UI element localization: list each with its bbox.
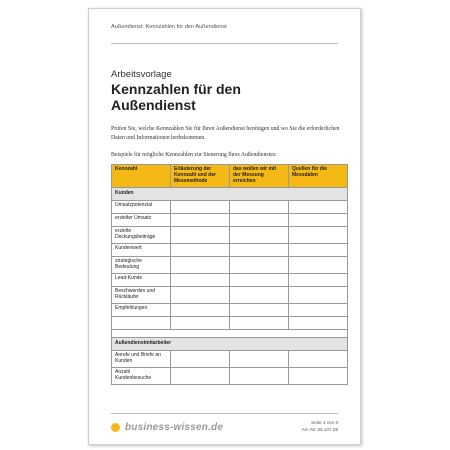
table-row <box>112 244 348 257</box>
table-cell <box>171 274 230 287</box>
page-number: Seite 1 von 3 <box>311 420 338 425</box>
logo-text: business-wissen.de <box>125 422 224 433</box>
kpi-name-cell: Beschwerden und Rückläufer <box>112 287 171 304</box>
table-row <box>112 201 348 214</box>
table-row <box>112 304 348 317</box>
table-row <box>112 274 348 287</box>
table-cell <box>230 304 289 317</box>
table-cell <box>171 227 230 244</box>
table-cell <box>230 274 289 287</box>
logo-dot-icon <box>111 423 120 432</box>
table-cell <box>230 287 289 304</box>
footer-meta <box>302 419 338 433</box>
section-title: Kunden <box>112 188 348 201</box>
table-cell <box>171 244 230 257</box>
kpi-name-cell <box>112 317 171 330</box>
table-cell <box>289 214 348 227</box>
table-cell <box>230 201 289 214</box>
table-cell <box>171 317 230 330</box>
table-cell <box>171 368 230 385</box>
column-header: Quellen für die Messdaten <box>289 165 348 188</box>
table-cell <box>289 244 348 257</box>
kpi-name-cell: Lead-Kunde <box>112 274 171 287</box>
running-header: Außendienst: Kennzahlen für den Außendienst <box>111 24 227 30</box>
table-cell <box>171 257 230 274</box>
article-number: Art.-Nr. 06.107.08 <box>301 427 338 432</box>
table-cell <box>289 227 348 244</box>
table-cell <box>289 287 348 304</box>
table-row <box>112 257 348 274</box>
header-divider <box>111 43 338 44</box>
footer-divider <box>111 413 338 414</box>
column-header: Erläuterung der Kennzahl und der Messmethode <box>171 165 230 188</box>
business-wissen-logo <box>111 422 223 433</box>
table-cell <box>289 351 348 368</box>
table-cell <box>230 368 289 385</box>
table-cell <box>230 244 289 257</box>
table-cell <box>289 304 348 317</box>
column-header: Kennzahl <box>112 165 171 188</box>
kpi-name-cell: Empfehlungen <box>112 304 171 317</box>
document-title: Kennzahlen für den Außendienst <box>111 81 241 113</box>
spacer-row <box>112 330 348 338</box>
table-row <box>112 287 348 304</box>
document-subtitle: Arbeitsvorlage <box>111 69 172 80</box>
spacer-cell <box>112 330 348 338</box>
table-cell <box>171 304 230 317</box>
table-cell <box>171 287 230 304</box>
section-row-kunden <box>112 188 348 201</box>
table-cell <box>289 274 348 287</box>
table-header-row <box>112 165 348 188</box>
table-cell <box>171 214 230 227</box>
table-cell <box>171 351 230 368</box>
kpi-table <box>111 164 348 385</box>
table-row <box>112 214 348 227</box>
column-header: das wollen wir mit der Messung erreichen <box>230 165 289 188</box>
table-row <box>112 317 348 330</box>
table-row <box>112 368 348 385</box>
table-row <box>112 351 348 368</box>
table-cell <box>230 317 289 330</box>
intro-paragraph: Prüfen Sie, welche Kennzahlen Sie für Ihren Außendienst benötigen und wo Sie die erforderlichen Daten und Informationen herbekommen. <box>111 126 340 141</box>
table-cell <box>230 227 289 244</box>
kpi-name-cell: erzielter Umsatz <box>112 214 171 227</box>
kpi-name-cell: erzielte Deckungsbeiträge <box>112 227 171 244</box>
table-cell <box>230 351 289 368</box>
table-cell <box>171 201 230 214</box>
table-cell <box>289 317 348 330</box>
table-cell <box>289 257 348 274</box>
document-page <box>88 8 361 445</box>
kpi-name-cell: Kundenwert <box>112 244 171 257</box>
example-caption: Beispiele für mögliche Kennzahlen zur Steuerung Ihres Außendienstes: <box>111 152 277 158</box>
table-row <box>112 227 348 244</box>
table-cell <box>289 201 348 214</box>
kpi-name-cell: strategische Bedeutung <box>112 257 171 274</box>
kpi-name-cell: Anzahl Kundenbesuche <box>112 368 171 385</box>
section-title: Außendienstmitarbeiter <box>112 338 348 351</box>
section-row-aussendienstmitarbeiter <box>112 338 348 351</box>
kpi-name-cell: Anrufe und Briefe an Kunden <box>112 351 171 368</box>
table-cell <box>230 257 289 274</box>
kpi-name-cell: Umsatzpotenzial <box>112 201 171 214</box>
table-cell <box>289 368 348 385</box>
table-cell <box>230 214 289 227</box>
